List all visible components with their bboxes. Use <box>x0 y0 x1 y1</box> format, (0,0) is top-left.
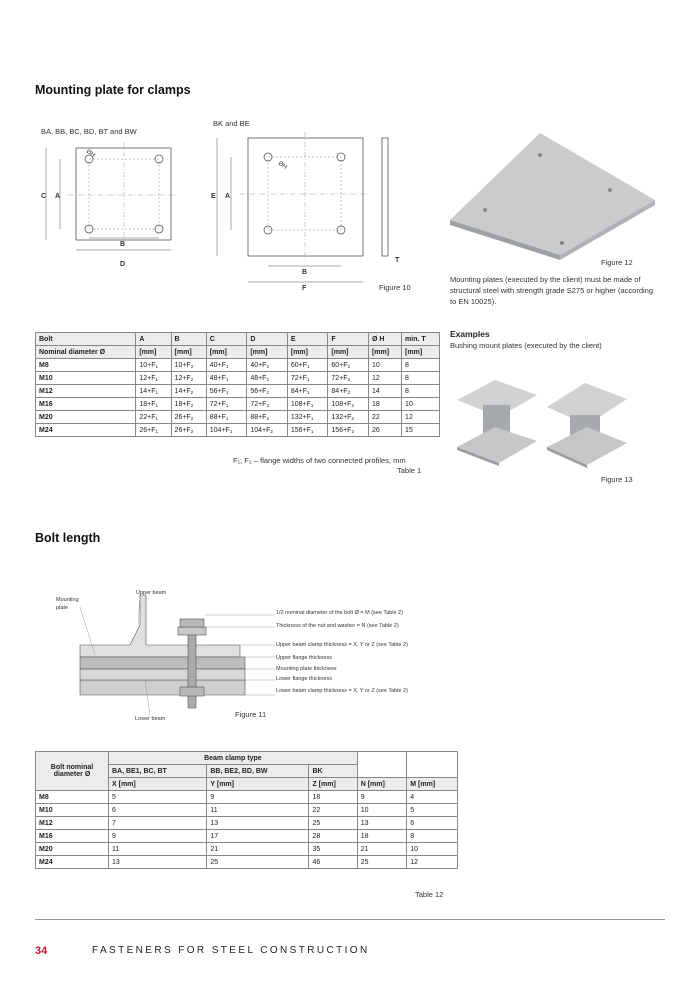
t1-cell-b: $26+F_2$ <box>171 424 206 437</box>
table-1-note: F₁; F₂ – flange widths of two connected profiles, mm <box>233 456 406 465</box>
dim-a-right: A <box>225 193 231 200</box>
label-l3: Upper beam clamp thickness = X, Y or Z (see Table 2) <box>276 642 408 648</box>
t1-cell-t: 8 <box>402 385 440 398</box>
t12-type-0: BA, BE1, BC, BT <box>109 765 207 778</box>
label-l4: Upper flange thickness <box>276 655 332 661</box>
label-l1: 1/2 nominal diameter of the bolt Ø = M (see Table 2) <box>276 610 403 616</box>
t12-cell: 10 <box>357 804 407 817</box>
t1-h-f: F <box>328 333 369 346</box>
t12-cell: 6 <box>109 804 207 817</box>
t1-u-3: [mm] <box>206 346 247 359</box>
t1-cell-e: $156+F_1$ <box>287 424 328 437</box>
label-l5: Mounting plate thickness <box>276 666 337 672</box>
t1-cell-d: $40+F_2$ <box>247 359 288 372</box>
dim-h-left: ØH <box>84 148 96 159</box>
label-l2: Thickness of the nut and washer = N (see Table 2) <box>276 623 399 629</box>
t1-cell-e: $72+F_1$ <box>287 372 328 385</box>
t12-cell: M20 <box>36 843 109 856</box>
t1-cell-e: $108+F_1$ <box>287 398 328 411</box>
t12-cell: 18 <box>357 830 407 843</box>
t12-cell: 21 <box>207 843 309 856</box>
t1-cell-t: 8 <box>402 359 440 372</box>
t12-cell: 5 <box>407 804 458 817</box>
t12-unit-z: Z [mm] <box>309 778 357 791</box>
t12-cell: 25 <box>207 856 309 869</box>
t1-cell-a: $10+F_1$ <box>136 359 171 372</box>
t1-cell-bolt: M24 <box>36 424 136 437</box>
t12-cell: M12 <box>36 817 109 830</box>
examples-text: Bushing mount plates (executed by the client) <box>450 341 602 350</box>
t12-empty-m <box>407 752 458 778</box>
t1-cell-a: $18+F_1$ <box>136 398 171 411</box>
t1-cell-c: $104+F_1$ <box>206 424 247 437</box>
t1-cell-b: $26+F_2$ <box>171 411 206 424</box>
footer-divider <box>35 919 665 920</box>
t12-cell: 13 <box>109 856 207 869</box>
t12-cell: 8 <box>407 830 458 843</box>
t1-cell-c: $56+F_1$ <box>206 385 247 398</box>
t12-unit-y: Y [mm] <box>207 778 309 791</box>
figure-12-caption: Figure 12 <box>601 258 633 267</box>
t12-cell: 9 <box>357 791 407 804</box>
t12-cell: 22 <box>309 804 357 817</box>
table-1-header-row <box>36 333 440 346</box>
table-1-row <box>36 372 440 385</box>
table-1-body <box>36 359 440 437</box>
t1-cell-bolt: M12 <box>36 385 136 398</box>
label-l6: Lower flange thickness <box>276 676 332 682</box>
t1-h-b: B <box>171 333 206 346</box>
t1-u-6: [mm] <box>328 346 369 359</box>
t12-cell: 28 <box>309 830 357 843</box>
table-1 <box>35 332 440 437</box>
table-1-units-row <box>36 346 440 359</box>
table-12 <box>35 751 458 869</box>
t1-cell-bolt: M10 <box>36 372 136 385</box>
dim-h-right: ØH <box>276 160 288 171</box>
t1-cell-a: $26+F_1$ <box>136 424 171 437</box>
t1-cell-c: $88+F_1$ <box>206 411 247 424</box>
t12-cell: 5 <box>109 791 207 804</box>
t1-cell-t: 15 <box>402 424 440 437</box>
dim-f-right: F <box>302 285 307 292</box>
label-lower-beam: Lower beam <box>135 716 166 722</box>
t1-cell-d: $48+F_2$ <box>247 372 288 385</box>
t12-cell: 46 <box>309 856 357 869</box>
t12-cell: 11 <box>207 804 309 817</box>
t1-cell-h: 22 <box>368 411 401 424</box>
t12-cell: M24 <box>36 856 109 869</box>
t1-cell-e: $132+F_1$ <box>287 411 328 424</box>
t12-header-1 <box>36 752 458 765</box>
t1-cell-a: $14+F_1$ <box>136 385 171 398</box>
t12-cell: 9 <box>109 830 207 843</box>
table-1-row <box>36 359 440 372</box>
t1-cell-bolt: M8 <box>36 359 136 372</box>
t12-cell: 9 <box>207 791 309 804</box>
dim-t-right: T <box>395 257 400 264</box>
t12-cell: M8 <box>36 791 109 804</box>
t1-cell-d: $88+F_2$ <box>247 411 288 424</box>
t12-col0: Bolt nominal diameter Ø <box>36 752 109 791</box>
t1-h-e: E <box>287 333 328 346</box>
t12-cell: 4 <box>407 791 458 804</box>
t1-h-a: A <box>136 333 171 346</box>
t1-u-4: [mm] <box>247 346 288 359</box>
t1-cell-bolt: M20 <box>36 411 136 424</box>
dim-c-left: C <box>41 193 47 200</box>
dim-b-right: B <box>302 269 308 276</box>
table-1-row <box>36 411 440 424</box>
t12-cell: 10 <box>407 843 458 856</box>
t1-cell-h: 14 <box>368 385 401 398</box>
table-1-row <box>36 424 440 437</box>
section-title-mounting-plate: Mounting plate for clamps <box>35 83 191 97</box>
dim-a-left: A <box>55 193 61 200</box>
t1-cell-b: $12+F_2$ <box>171 372 206 385</box>
figure-10-caption: Figure 10 <box>379 283 411 292</box>
t12-cell: 7 <box>109 817 207 830</box>
t12-cell: 12 <box>407 856 458 869</box>
t1-cell-f: $72+F_2$ <box>328 372 369 385</box>
page-number: 34 <box>35 945 48 957</box>
label-left-types: BA, BB, BC, BD, BT and BW <box>41 127 137 136</box>
t1-cell-t: 8 <box>402 372 440 385</box>
footer-title: FASTENERS FOR STEEL CONSTRUCTION <box>92 945 370 956</box>
t12-type-2: BK <box>309 765 357 778</box>
label-upper-beam: Upper beam <box>136 590 167 596</box>
label-l7: Lower beam clamp thickness = X, Y or Z (see Table 2) <box>276 688 408 694</box>
table-1-row <box>36 398 440 411</box>
t12-cell: 18 <box>309 791 357 804</box>
table-1-caption: Table 1 <box>397 466 422 475</box>
t12-type-1: BB, BE2, BD, BW <box>207 765 309 778</box>
bolt-length-diagram <box>50 585 470 725</box>
t1-u-1: [mm] <box>136 346 171 359</box>
t12-cell: 21 <box>357 843 407 856</box>
table-12-body <box>36 791 458 869</box>
t1-cell-c: $40+F_1$ <box>206 359 247 372</box>
t12-cell: 35 <box>309 843 357 856</box>
t1-h-h: Ø H <box>368 333 401 346</box>
table-12-row <box>36 791 458 804</box>
t1-h-c: C <box>206 333 247 346</box>
t1-cell-c: $72+F_1$ <box>206 398 247 411</box>
t1-cell-t: 12 <box>402 411 440 424</box>
t1-cell-h: 10 <box>368 359 401 372</box>
table-12-row <box>36 804 458 817</box>
t1-cell-f: $156+F_2$ <box>328 424 369 437</box>
plate-drawing-left <box>38 140 188 280</box>
label-right-types: BK and BE <box>213 119 250 128</box>
t1-cell-h: 18 <box>368 398 401 411</box>
t1-u-5: [mm] <box>287 346 328 359</box>
t12-unit-m: M [mm] <box>407 778 458 791</box>
t1-cell-bolt: M16 <box>36 398 136 411</box>
t1-cell-b: $18+F_2$ <box>171 398 206 411</box>
dim-b-left: B <box>120 241 126 248</box>
label-mounting-plate: Mounting plate <box>56 597 79 611</box>
figure-12-text: Mounting plates (executed by the client) must be made of structural steel with strength grade S275 or higher (according to EN 10025). <box>450 275 654 306</box>
t1-cell-h: 26 <box>368 424 401 437</box>
examples-title: Examples <box>450 329 490 339</box>
section-title-bolt-length: Bolt length <box>35 531 101 545</box>
t1-cell-e: $84+F_1$ <box>287 385 328 398</box>
t1-u-0: Nominal diameter Ø <box>36 346 136 359</box>
t1-cell-t: 10 <box>402 398 440 411</box>
t12-empty-n <box>357 752 407 778</box>
t1-cell-d: $72+F_2$ <box>247 398 288 411</box>
dim-e-right: E <box>211 193 216 200</box>
t1-h-bolt: Bolt <box>36 333 136 346</box>
t1-u-8: [mm] <box>402 346 440 359</box>
t1-cell-h: 12 <box>368 372 401 385</box>
t1-cell-c: $48+F_1$ <box>206 372 247 385</box>
t1-cell-a: $12+F_1$ <box>136 372 171 385</box>
t1-h-t: min. T <box>402 333 440 346</box>
t12-cell: M10 <box>36 804 109 817</box>
table-12-row <box>36 843 458 856</box>
t12-cell: 25 <box>357 856 407 869</box>
t12-cell: 17 <box>207 830 309 843</box>
table-12-row <box>36 817 458 830</box>
t1-cell-d: $56+F_2$ <box>247 385 288 398</box>
t1-cell-d: $104+F_2$ <box>247 424 288 437</box>
figure-13-caption: Figure 13 <box>601 475 633 484</box>
table-1-row <box>36 385 440 398</box>
dim-d-left: D <box>120 261 126 268</box>
t1-cell-b: $14+F_2$ <box>171 385 206 398</box>
t1-cell-f: $60+F_2$ <box>328 359 369 372</box>
t12-unit-x: X [mm] <box>109 778 207 791</box>
t12-cell: 6 <box>407 817 458 830</box>
table-12-caption: Table 12 <box>415 890 444 899</box>
t1-cell-e: $60+F_1$ <box>287 359 328 372</box>
t12-unit-n: N [mm] <box>357 778 407 791</box>
t1-cell-f: $84+F_2$ <box>328 385 369 398</box>
table-12-row <box>36 830 458 843</box>
t1-cell-f: $132+F_2$ <box>328 411 369 424</box>
t1-cell-f: $108+F_2$ <box>328 398 369 411</box>
t12-cell: 25 <box>309 817 357 830</box>
figure-11-caption: Figure 11 <box>235 710 267 719</box>
bushing-plates-render <box>455 375 665 470</box>
t1-cell-a: $22+F_1$ <box>136 411 171 424</box>
t1-u-7: [mm] <box>368 346 401 359</box>
t12-cell: 13 <box>357 817 407 830</box>
t12-group: Beam clamp type <box>109 752 358 765</box>
t1-cell-b: $10+F_2$ <box>171 359 206 372</box>
t12-cell: 11 <box>109 843 207 856</box>
t12-cell: M16 <box>36 830 109 843</box>
table-12-row <box>36 856 458 869</box>
plate-render <box>450 125 665 260</box>
t12-cell: 13 <box>207 817 309 830</box>
plate-drawing-right <box>205 132 405 292</box>
t1-h-d: D <box>247 333 288 346</box>
t1-u-2: [mm] <box>171 346 206 359</box>
